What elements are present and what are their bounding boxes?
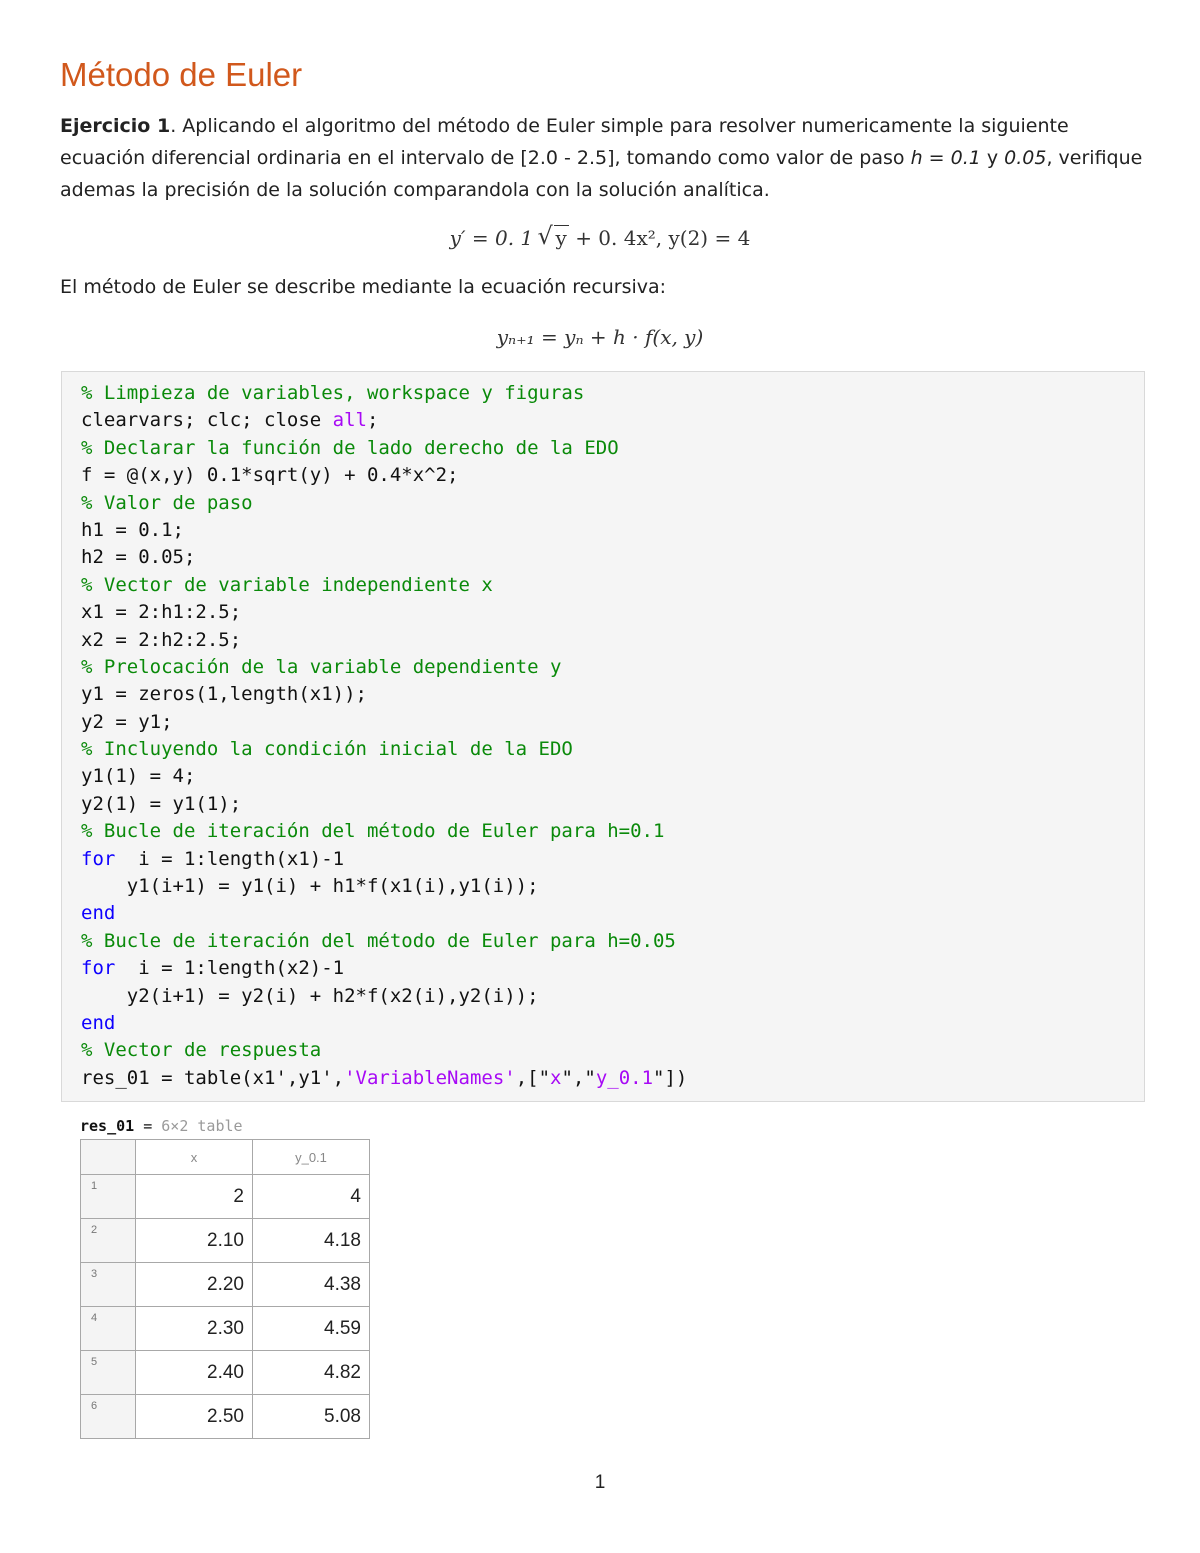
code-string: x <box>550 1066 562 1089</box>
code-text: "," <box>561 1066 596 1089</box>
code-line <box>81 1037 1144 1064</box>
code-line <box>81 1010 1144 1037</box>
code-line <box>81 462 1144 489</box>
code-text: f = @(x,y) 0.1*sqrt(y) + 0.4*x^2; <box>81 464 459 487</box>
code-line <box>81 435 1144 462</box>
cell-x: 2 <box>136 1175 253 1219</box>
table-row <box>81 1351 370 1395</box>
step-h2: 0.05 <box>1004 147 1047 169</box>
code-comment: % Incluyendo la condición inicial de la EDO <box>81 738 573 761</box>
results-table <box>80 1139 370 1439</box>
code-line <box>81 763 1144 790</box>
table-row <box>81 1219 370 1263</box>
sqrt-radicand: y <box>555 226 567 250</box>
row-index: 5 <box>81 1351 136 1395</box>
code-keyword: end <box>81 902 116 925</box>
code-line <box>81 407 1144 434</box>
code-line <box>81 928 1144 955</box>
cell-x: 2.40 <box>136 1351 253 1395</box>
code-text: x2 = 2:h2:2.5; <box>81 628 242 651</box>
code-text: clearvars; clc; close <box>81 409 333 432</box>
table-row <box>81 1175 370 1219</box>
code-line <box>81 900 1144 927</box>
statement-part-2: y <box>980 147 1005 169</box>
code-line <box>81 654 1144 681</box>
cell-y: 5.08 <box>253 1395 370 1439</box>
row-index: 2 <box>81 1219 136 1263</box>
code-keyword: end <box>81 1011 116 1034</box>
exercise-statement <box>60 110 1150 206</box>
code-text: h1 = 0.1; <box>81 518 184 541</box>
code-line <box>81 791 1144 818</box>
code-comment: % Limpieza de variables, workspace y figuras <box>81 382 585 404</box>
step-h1: h = 0.1 <box>910 147 981 169</box>
code-text: y1 = zeros(1,length(x1)); <box>81 683 367 706</box>
code-comment: % Vector de variable independiente x <box>81 573 493 596</box>
cell-y: 4.59 <box>253 1307 370 1351</box>
code-line <box>81 955 1144 982</box>
code-comment: % Bucle de iteración del método de Euler para h=0.05 <box>81 929 676 952</box>
code-text: h2 = 0.05; <box>81 546 196 569</box>
code-string: 'VariableNames' <box>344 1066 516 1089</box>
statement-part-1: . Aplicando el algoritmo del método de Euler simple para resolver numericamente la siguiente ecuación diferencial ordinaria en el intervalo de [2.0 - 2.5], tomando como valor de paso <box>60 115 1069 169</box>
code-line <box>81 983 1144 1010</box>
output-var-name: res_01 <box>80 1117 135 1135</box>
cell-y: 4.38 <box>253 1263 370 1307</box>
table-header-row <box>81 1140 370 1175</box>
code-line <box>81 627 1144 654</box>
row-index: 3 <box>81 1263 136 1307</box>
code-text: y1(1) = 4; <box>81 765 196 788</box>
output-size: 6×2 table <box>161 1117 243 1135</box>
code-line <box>81 736 1144 763</box>
table-row <box>81 1263 370 1307</box>
code-keyword: for <box>81 957 116 980</box>
code-line <box>81 517 1144 544</box>
code-text: y2(1) = y1(1); <box>81 792 242 815</box>
euler-recursive-equation <box>0 325 1200 349</box>
euler-formula: yₙ₊₁ = yₙ + h · f(x, y) <box>496 325 704 349</box>
code-comment: % Bucle de iteración del método de Euler para h=0.1 <box>81 820 665 843</box>
index-header <box>81 1140 136 1175</box>
code-comment: % Valor de paso <box>81 491 253 514</box>
code-line <box>81 544 1144 571</box>
code-text: x1 = 2:h1:2.5; <box>81 601 242 624</box>
code-line <box>81 599 1144 626</box>
cell-y: 4.18 <box>253 1219 370 1263</box>
row-index: 6 <box>81 1395 136 1439</box>
code-line <box>81 846 1144 873</box>
table-row <box>81 1395 370 1439</box>
exercise-label: Ejercicio 1 <box>60 115 171 137</box>
cell-x: 2.50 <box>136 1395 253 1439</box>
statement-part-3: , verifique ademas la precisión de la solución comparandola con la solución analítica. <box>60 147 1143 201</box>
page-title: Método de Euler <box>60 56 303 93</box>
sqrt-symbol <box>540 226 569 250</box>
code-line <box>81 380 1144 407</box>
cell-x: 2.20 <box>136 1263 253 1307</box>
code-block[interactable] <box>61 371 1145 1102</box>
code-comment: % Declarar la función de lado derecho de la EDO <box>81 436 619 459</box>
code-text: "]) <box>653 1066 688 1089</box>
code-text: y1(i+1) = y1(i) + h1*f(x1(i),y1(i)); <box>81 875 539 898</box>
table-row <box>81 1307 370 1351</box>
page-number: 1 <box>594 1472 606 1493</box>
code-line <box>81 572 1144 599</box>
code-comment: % Prelocación de la variable dependiente y <box>81 655 562 678</box>
code-text: y2 = y1; <box>81 710 173 733</box>
code-line <box>81 873 1144 900</box>
code-text: ; <box>367 409 379 432</box>
column-header-x: x <box>136 1140 253 1175</box>
code-text: ,[" <box>515 1066 551 1089</box>
code-line <box>81 1065 1144 1092</box>
cell-x: 2.30 <box>136 1307 253 1351</box>
ode-lhs: y′ = 0. 1 <box>449 226 534 250</box>
code-line <box>81 709 1144 736</box>
output-equals: = <box>134 1117 162 1135</box>
code-text: i = 1:length(x1)-1 <box>115 847 345 870</box>
recursive-description: El método de Euler se describe mediante la ecuación recursiva: <box>60 276 667 298</box>
code-keyword: for <box>81 847 116 870</box>
code-text: y2(i+1) = y2(i) + h2*f(x2(i),y2(i)); <box>81 984 539 1007</box>
cell-x: 2.10 <box>136 1219 253 1263</box>
code-string: all <box>332 409 367 432</box>
code-text: res_01 = table(x1',y1', <box>81 1066 345 1089</box>
code-line <box>81 681 1144 708</box>
code-line <box>81 490 1144 517</box>
row-index: 4 <box>81 1307 136 1351</box>
code-comment: % Vector de respuesta <box>81 1039 322 1062</box>
cell-y: 4 <box>253 1175 370 1219</box>
code-string: y_0.1 <box>595 1066 654 1089</box>
cell-y: 4.82 <box>253 1351 370 1395</box>
code-line <box>81 818 1144 845</box>
code-text: i = 1:length(x2)-1 <box>115 957 345 980</box>
row-index: 1 <box>81 1175 136 1219</box>
ode-equation <box>0 226 1200 250</box>
column-header-y: y_0.1 <box>253 1140 370 1175</box>
ode-rhs: + 0. 4x², y(2) = 4 <box>575 226 751 250</box>
output-header <box>80 1117 243 1135</box>
